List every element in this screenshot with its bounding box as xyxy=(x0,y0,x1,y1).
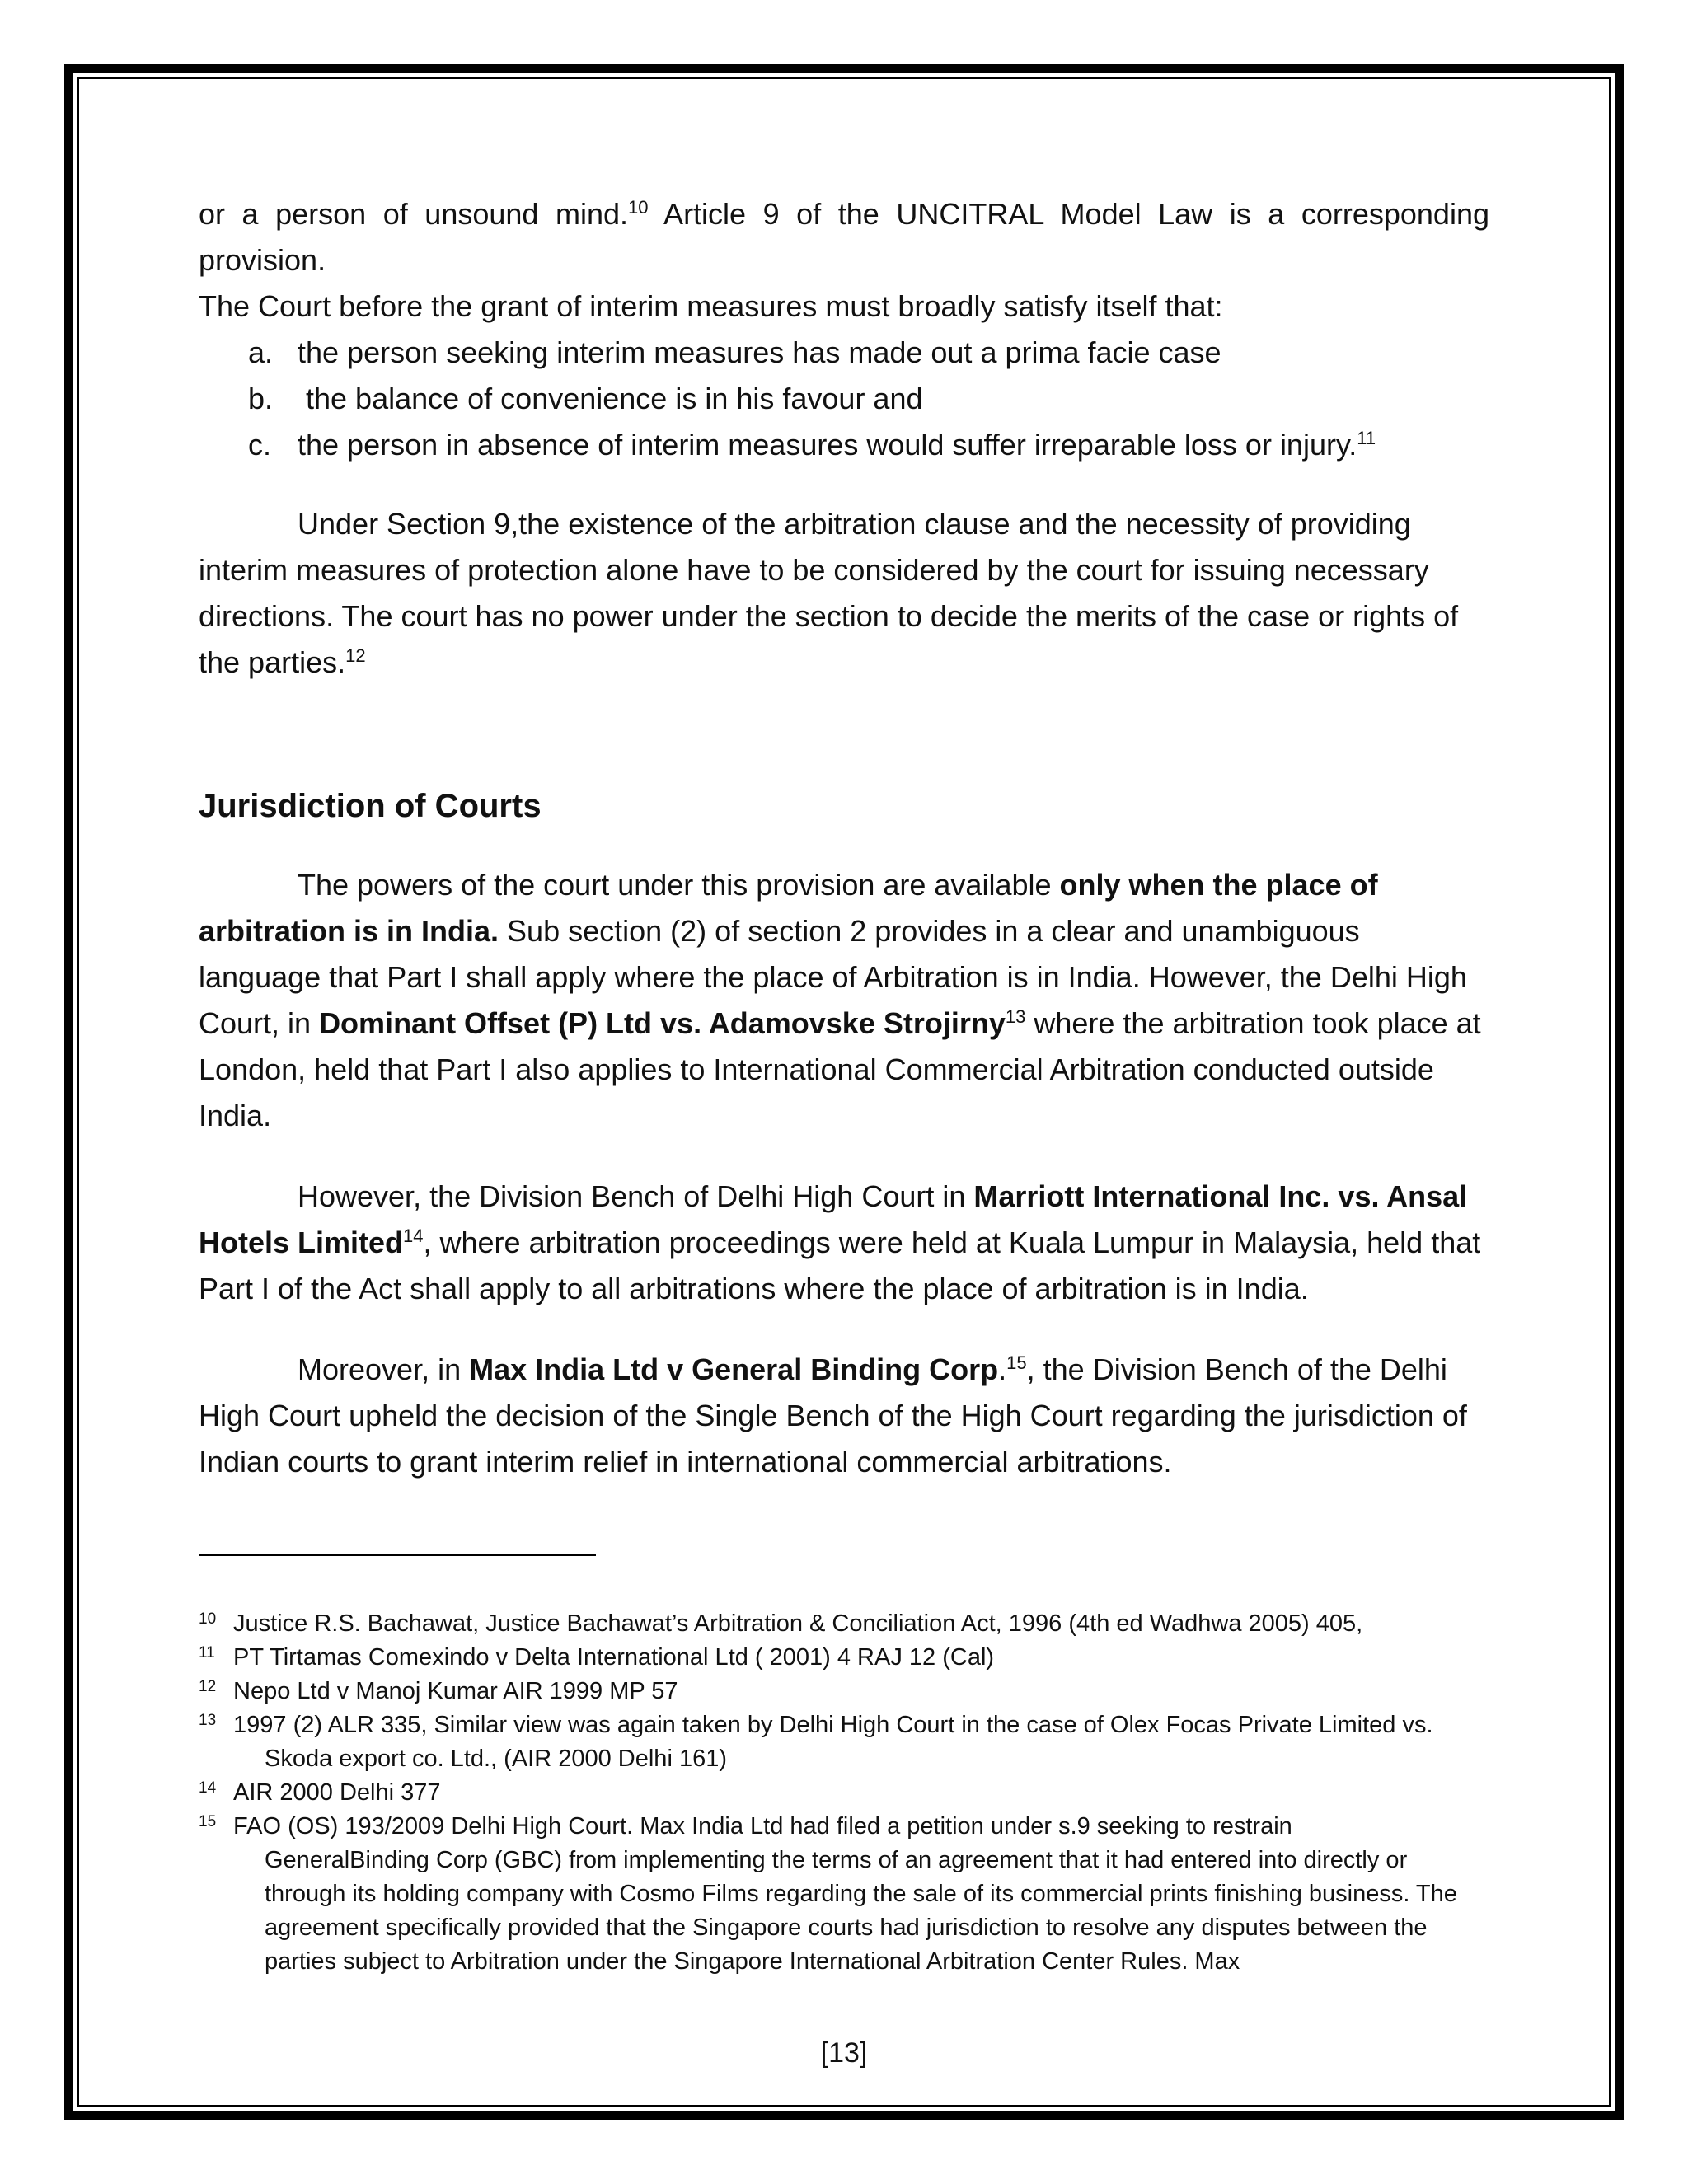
paragraph-text: However, the Division Bench of Delhi High Court in xyxy=(298,1179,974,1213)
list-marker: a. xyxy=(248,335,274,369)
footnote-number: 13 xyxy=(199,1712,217,1729)
paragraph-text: , where arbitration proceedings were held at Kuala Lumpur in Malaysia, held that Part I of the Act shall apply to all arbitrations where the place of arbitration is in India. xyxy=(199,1226,1481,1305)
list-item xyxy=(199,422,1489,468)
footnote-ref[interactable]: 14 xyxy=(403,1226,424,1246)
footnote-item xyxy=(199,1810,1486,1979)
footnotes xyxy=(199,1607,1486,1979)
list-item-text: the person seeking interim measures has made out a prima facie case xyxy=(298,335,1221,369)
footnote-item xyxy=(199,1708,1486,1776)
paragraph-continuation xyxy=(199,191,1489,284)
page-number: [13] xyxy=(820,2037,868,2069)
footnote-text: AIR 2000 Delhi 377 xyxy=(233,1779,441,1806)
footnote-text: FAO (OS) 193/2009 Delhi High Court. Max India Ltd had filed a petition under s.9 seeking to restrain xyxy=(233,1813,1292,1840)
footnote-text-continued: Skoda export co. Ltd., (AIR 2000 Delhi 161) xyxy=(265,1746,727,1772)
footnote-separator xyxy=(199,1554,596,1556)
footnote-item xyxy=(199,1641,1486,1675)
paragraph-text: or a person of unsound mind. xyxy=(199,197,629,231)
list-item-text: the balance of convenience is in his favour and xyxy=(298,382,923,415)
footnote-ref[interactable]: 15 xyxy=(1006,1352,1027,1373)
footnote-text: 1997 (2) ALR 335, Similar view was again taken by Delhi High Court in the case of Olex Focas Private Limited vs. xyxy=(233,1712,1433,1738)
footnote-ref[interactable]: 11 xyxy=(1357,428,1376,448)
footnote-number: 11 xyxy=(199,1644,215,1661)
footnote-number: 10 xyxy=(199,1610,217,1628)
case-name: Dominant Offset (P) Ltd vs. Adamovske Strojirny xyxy=(319,1006,1006,1040)
paragraph-text: . xyxy=(998,1352,1007,1386)
paragraph-section9 xyxy=(199,501,1489,686)
case-name: Max India Ltd v General Binding Corp xyxy=(469,1352,999,1386)
footnote-text: PT Tirtamas Comexindo v Delta International Ltd ( 2001) 4 RAJ 12 (Cal) xyxy=(233,1644,995,1671)
list-item xyxy=(199,330,1489,376)
footnote-ref[interactable]: 13 xyxy=(1005,1006,1026,1027)
paragraph-text: Sub section (2) of section 2 provides in a clear and unambiguous language that Part I shall apply where the place of Arbitration is in India. However, the Delhi High Court, in xyxy=(199,914,1467,1040)
paragraph-text: The powers of the court under this provision are available xyxy=(298,868,1060,902)
main-content xyxy=(199,191,1489,1485)
case-name: Marriott International Inc. vs. Ansal Hotels Limited xyxy=(199,1179,1468,1259)
paragraph-text: , the Division Bench of the Delhi High Court upheld the decision of the Single Bench of the High Court regarding the jurisdiction of Indian courts to grant interim relief in international commercial arbitrations. xyxy=(199,1352,1467,1479)
footnote-text: Nepo Ltd v Manoj Kumar AIR 1999 MP 57 xyxy=(233,1678,678,1704)
footnote-item xyxy=(199,1675,1486,1708)
paragraph-max-india xyxy=(199,1347,1489,1485)
footnote-item xyxy=(199,1607,1486,1641)
list-item xyxy=(199,376,1489,422)
footnote-ref[interactable]: 12 xyxy=(345,645,366,666)
conditions-list xyxy=(199,330,1489,468)
footnote-text-continued: GeneralBinding Corp (GBC) from implementing the terms of an agreement that it had entered into directly or through its holding company with Cosmo Films regarding the sale of its commercial prints finishing business. The agreement specifically provided that the Singapore courts had jurisdiction to resolve any disputes between the parties subject to Arbitration under the Singapore International Arbitration Center Rules. Max xyxy=(265,1847,1457,1975)
footnote-ref[interactable]: 10 xyxy=(628,197,649,218)
paragraph-marriott xyxy=(199,1174,1489,1312)
footnote-number: 14 xyxy=(199,1779,217,1797)
paragraph-jurisdiction xyxy=(199,862,1489,1139)
paragraph-intro: The Court before the grant of interim measures must broadly satisfy itself that: xyxy=(199,289,1223,323)
paragraph-text: Under Section 9,the existence of the arbitration clause and the necessity of providing interim measures of protection alone have to be considered by the court for issuing necessary directions. The court has no power under the section to decide the merits of the case or rights of the parties. xyxy=(199,507,1459,679)
paragraph-text: Moreover, in xyxy=(298,1352,470,1386)
footnote-text: Justice R.S. Bachawat, Justice Bachawat’s Arbitration & Conciliation Act, 1996 (4th ed Wadhwa 2005) 405, xyxy=(233,1610,1363,1637)
paragraph-text: where the arbitration took place at London, held that Part I also applies to International Commercial Arbitration conducted outside India. xyxy=(199,1006,1481,1132)
paragraph-text: Article 9 of the UNCITRAL Model Law is a corresponding provision. xyxy=(199,197,1489,277)
list-marker: b. xyxy=(248,382,274,415)
footnote-number: 12 xyxy=(199,1678,217,1695)
list-item-text: the person in absence of interim measures would suffer irreparable loss or injury. xyxy=(298,428,1357,462)
list-marker: c. xyxy=(248,428,272,462)
footnote-item xyxy=(199,1776,1486,1810)
footnote-number: 15 xyxy=(199,1813,217,1830)
emphasis-text: only when the place of arbitration is in India. xyxy=(199,868,1378,948)
section-heading: Jurisdiction of Courts xyxy=(199,788,542,824)
